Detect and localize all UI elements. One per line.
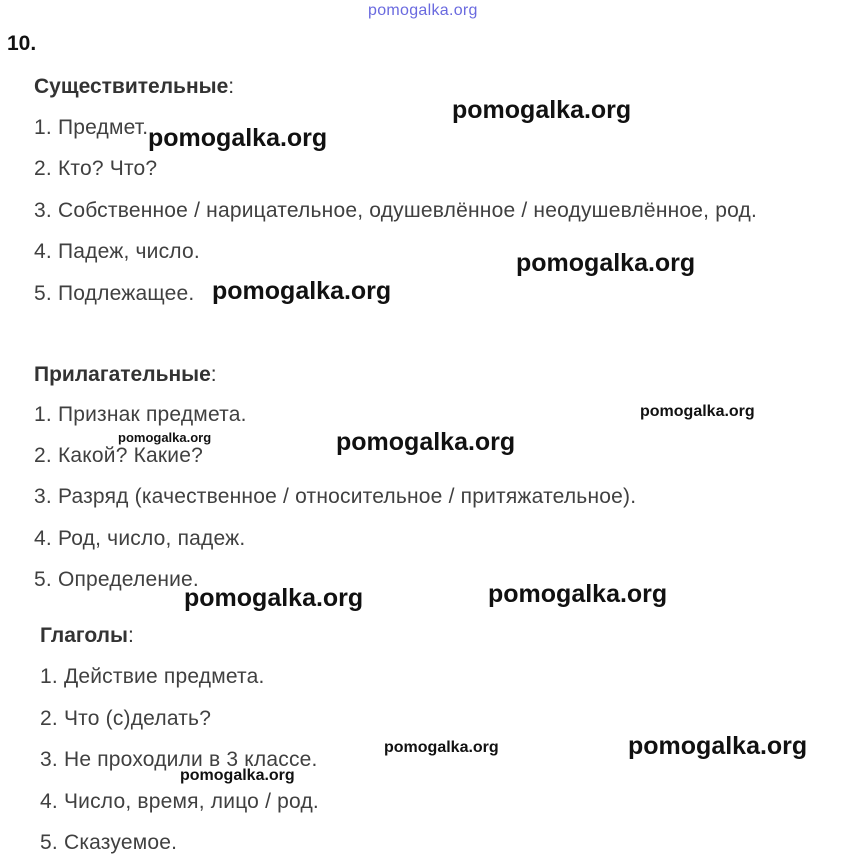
- heading-colon: :: [127, 624, 134, 647]
- list-item: 4. Число, время, лицо / род.: [40, 790, 319, 813]
- watermark: pomogalka.org: [148, 124, 328, 152]
- list-item: 2. Что (с)делать?: [40, 707, 212, 730]
- list-item: 4. Падеж, число.: [34, 240, 200, 263]
- list-item: 4. Род, число, падеж.: [34, 527, 246, 550]
- watermark: pomogalka.org: [640, 403, 755, 420]
- list-item: 2. Кто? Что?: [34, 157, 158, 180]
- watermark: pomogalka.org: [118, 430, 212, 445]
- list-item: 1. Признак предмета.: [34, 403, 247, 426]
- list-item: 1. Предмет.: [34, 116, 149, 139]
- list-item: 5. Определение.: [34, 568, 199, 591]
- watermark: pomogalka.org: [516, 249, 696, 277]
- list-item: 3. Разряд (качественное / относительное / притяжательное).: [34, 485, 637, 508]
- top-watermark: pomogalka.org: [368, 2, 478, 19]
- watermark: pomogalka.org: [628, 732, 808, 760]
- list-item: 5. Сказуемое.: [40, 831, 178, 854]
- watermark: pomogalka.org: [184, 584, 364, 612]
- list-item: 5. Подлежащее.: [34, 282, 195, 305]
- watermark: pomogalka.org: [180, 767, 295, 784]
- section-nouns-heading: [34, 75, 234, 99]
- watermark: pomogalka.org: [336, 428, 516, 456]
- section-heading-text: Существительные: [34, 75, 229, 98]
- task-number: 10.: [7, 32, 37, 55]
- list-item: 3. Не проходили в 3 классе.: [40, 748, 318, 771]
- section-heading-text: Прилагательные: [34, 363, 211, 386]
- section-adjectives-heading: [34, 363, 217, 387]
- heading-colon: :: [228, 75, 235, 98]
- heading-colon: :: [210, 363, 217, 386]
- list-item: 3. Собственное / нарицательное, одушевлённое / неодушевлённое, род.: [34, 199, 758, 222]
- list-item: 2. Какой? Какие?: [34, 444, 203, 467]
- watermark: pomogalka.org: [488, 580, 668, 608]
- section-verbs-heading: [40, 624, 134, 648]
- watermark: pomogalka.org: [212, 277, 392, 305]
- section-heading-text: Глаголы: [40, 624, 128, 647]
- list-item: 1. Действие предмета.: [40, 665, 265, 688]
- watermark: pomogalka.org: [384, 739, 499, 756]
- watermark: pomogalka.org: [452, 96, 632, 124]
